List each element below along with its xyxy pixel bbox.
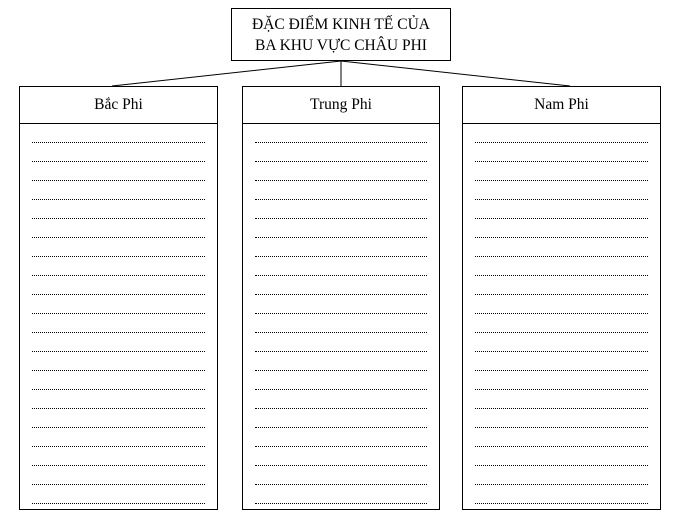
column-bac-phi <box>19 86 218 510</box>
dotted-answer-line <box>475 351 648 352</box>
answer-lines <box>20 124 217 509</box>
dotted-answer-line <box>32 446 205 447</box>
dotted-answer-line <box>255 199 427 200</box>
dotted-answer-line <box>475 503 648 504</box>
answer-lines <box>463 124 660 509</box>
dotted-answer-line <box>32 389 205 390</box>
dotted-answer-line <box>475 427 648 428</box>
dotted-answer-line <box>32 351 205 352</box>
dotted-answer-line <box>255 237 427 238</box>
dotted-answer-line <box>475 465 648 466</box>
column-label-nam-phi: Nam Phi <box>534 96 589 113</box>
dotted-answer-line <box>475 161 648 162</box>
dotted-answer-line <box>255 446 427 447</box>
dotted-answer-line <box>255 370 427 371</box>
dotted-answer-line <box>255 427 427 428</box>
dotted-answer-line <box>475 484 648 485</box>
dotted-answer-line <box>475 389 648 390</box>
column-header <box>20 87 217 124</box>
dotted-answer-line <box>32 427 205 428</box>
dotted-answer-line <box>475 313 648 314</box>
dotted-answer-line <box>475 142 648 143</box>
column-header <box>243 87 439 124</box>
dotted-answer-line <box>475 408 648 409</box>
column-label-bac-phi: Bắc Phi <box>94 96 143 113</box>
dotted-answer-line <box>32 275 205 276</box>
answer-lines <box>243 124 439 509</box>
connector-left <box>112 61 341 86</box>
dotted-answer-line <box>32 218 205 219</box>
dotted-answer-line <box>32 408 205 409</box>
dotted-answer-line <box>475 332 648 333</box>
dotted-answer-line <box>475 237 648 238</box>
column-label-trung-phi: Trung Phi <box>310 96 372 113</box>
dotted-answer-line <box>32 484 205 485</box>
dotted-answer-line <box>255 332 427 333</box>
dotted-answer-line <box>255 313 427 314</box>
title-line-2: BA KHU VỰC CHÂU PHI <box>255 36 427 54</box>
dotted-answer-line <box>32 503 205 504</box>
dotted-answer-line <box>255 142 427 143</box>
dotted-answer-line <box>475 370 648 371</box>
dotted-answer-line <box>255 465 427 466</box>
column-header <box>463 87 660 124</box>
dotted-answer-line <box>255 408 427 409</box>
dotted-answer-line <box>32 180 205 181</box>
column-trung-phi <box>242 86 440 510</box>
dotted-answer-line <box>255 503 427 504</box>
dotted-answer-line <box>32 237 205 238</box>
dotted-answer-line <box>255 484 427 485</box>
dotted-answer-line <box>475 199 648 200</box>
dotted-answer-line <box>255 180 427 181</box>
dotted-answer-line <box>32 199 205 200</box>
connector-right <box>341 61 570 86</box>
dotted-answer-line <box>255 161 427 162</box>
dotted-answer-line <box>255 275 427 276</box>
dotted-answer-line <box>32 465 205 466</box>
dotted-answer-line <box>255 351 427 352</box>
dotted-answer-line <box>255 256 427 257</box>
dotted-answer-line <box>255 218 427 219</box>
title-box <box>231 8 451 61</box>
title-line-1: ĐẶC ĐIỂM KINH TẾ CỦA <box>252 15 430 33</box>
dotted-answer-line <box>32 332 205 333</box>
dotted-answer-line <box>32 161 205 162</box>
dotted-answer-line <box>255 294 427 295</box>
dotted-answer-line <box>32 294 205 295</box>
dotted-answer-line <box>32 142 205 143</box>
dotted-answer-line <box>32 256 205 257</box>
dotted-answer-line <box>475 218 648 219</box>
dotted-answer-line <box>32 313 205 314</box>
dotted-answer-line <box>475 180 648 181</box>
dotted-answer-line <box>475 275 648 276</box>
dotted-answer-line <box>255 389 427 390</box>
dotted-answer-line <box>32 370 205 371</box>
column-nam-phi <box>462 86 661 510</box>
dotted-answer-line <box>475 294 648 295</box>
dotted-answer-line <box>475 446 648 447</box>
dotted-answer-line <box>475 256 648 257</box>
